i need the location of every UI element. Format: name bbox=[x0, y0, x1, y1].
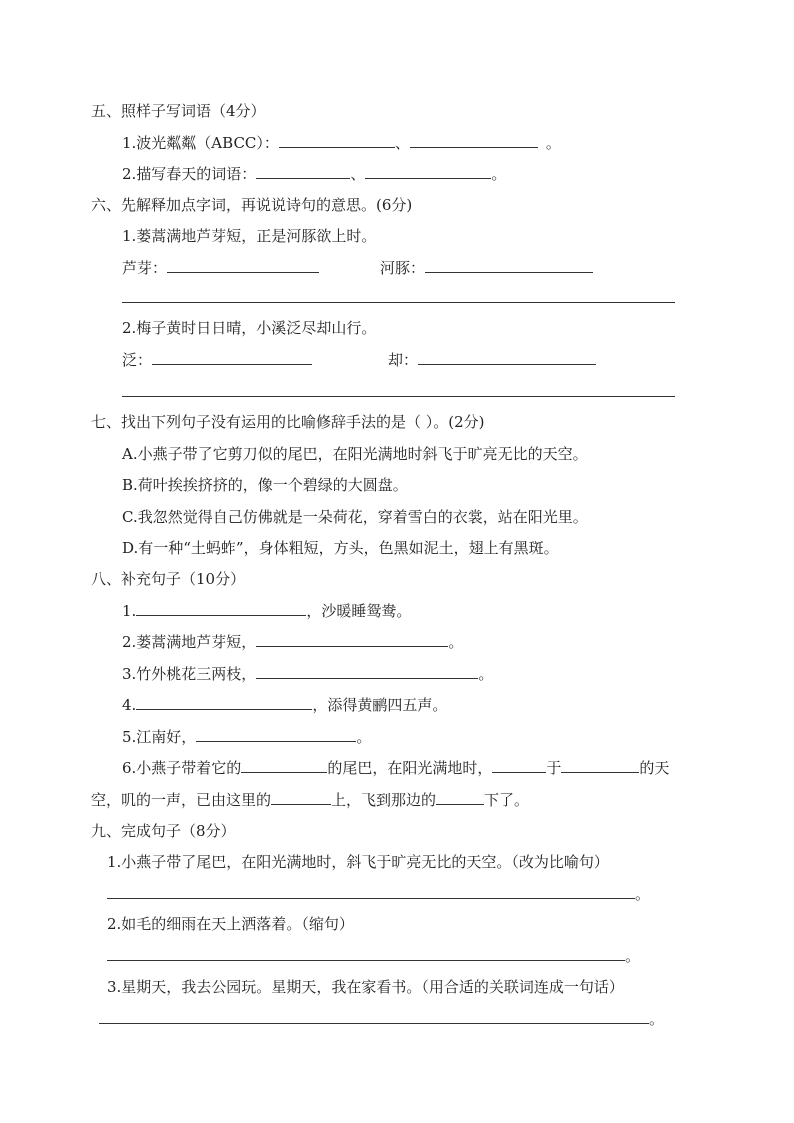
answer-line[interactable] bbox=[99, 1009, 649, 1024]
q-text: 的天 bbox=[639, 759, 670, 777]
separator: 、 bbox=[350, 165, 366, 183]
answer-blank[interactable] bbox=[136, 601, 306, 616]
s9-q1-answer bbox=[107, 884, 650, 904]
period: 。 bbox=[448, 633, 464, 651]
answer-line[interactable] bbox=[122, 302, 675, 303]
answer-blank[interactable] bbox=[279, 133, 395, 148]
poem-line-2: 2.梅子黄时日日晴，小溪泛尽却山行。 bbox=[122, 319, 377, 337]
s6-word-3 bbox=[122, 350, 312, 370]
word-label: 河豚： bbox=[380, 259, 426, 277]
s5-q1-text: 1.波光粼粼（ABCC）： bbox=[122, 134, 279, 152]
section-9-title: 九、完成句子（8分） bbox=[91, 822, 236, 840]
option-d: D.有一种“土蚂蚱”，身体粗短，方头，色黑如泥土，翅上有黑斑。 bbox=[122, 539, 559, 557]
answer-blank[interactable] bbox=[152, 350, 312, 365]
s8-q3 bbox=[122, 664, 493, 684]
s9-q2-answer bbox=[107, 946, 640, 966]
answer-line[interactable] bbox=[122, 396, 675, 397]
answer-blank[interactable] bbox=[241, 758, 327, 773]
q-text: ，沙暖睡鸳鸯。 bbox=[306, 602, 412, 620]
period: 。 bbox=[649, 1010, 665, 1028]
s9-q3: 3.星期天，我去公园玩。星期天，我在家看书。（用合适的关联词连成一句话） bbox=[107, 978, 624, 996]
answer-blank[interactable] bbox=[425, 258, 593, 273]
answer-blank[interactable] bbox=[256, 164, 350, 179]
s6-word-4 bbox=[388, 350, 596, 370]
q-text: ，添得黄鹂四五声。 bbox=[312, 696, 448, 714]
answer-blank[interactable] bbox=[196, 727, 356, 742]
word-label: 泛： bbox=[122, 351, 153, 369]
q-text: 空，叽的一声，已由这里的 bbox=[91, 791, 272, 809]
s8-q1 bbox=[122, 601, 411, 621]
q-number: 1. bbox=[122, 602, 137, 620]
answer-blank[interactable] bbox=[418, 350, 596, 365]
answer-blank[interactable] bbox=[256, 664, 478, 679]
q-text: 2.蒌蒿满地芦芽短， bbox=[122, 633, 257, 651]
period: 。 bbox=[625, 947, 641, 965]
s6-word-2 bbox=[380, 258, 593, 278]
section-5-title: 五、照样子写词语（4分） bbox=[91, 102, 266, 120]
answer-blank[interactable] bbox=[167, 258, 319, 273]
s8-q5 bbox=[122, 727, 371, 747]
period: 。 bbox=[545, 134, 561, 152]
option-a: A.小燕子带了它剪刀似的尾巴，在阳光满地时斜飞于旷亮无比的天空。 bbox=[122, 445, 588, 463]
s5-q2 bbox=[122, 164, 506, 184]
q-text: 的尾巴，在阳光满地时， bbox=[327, 759, 493, 777]
answer-blank[interactable] bbox=[256, 632, 448, 647]
separator: 、 bbox=[394, 134, 410, 152]
s6-word-1 bbox=[122, 258, 319, 278]
answer-blank[interactable] bbox=[410, 133, 538, 148]
answer-line[interactable] bbox=[107, 946, 625, 961]
period: 。 bbox=[635, 885, 651, 903]
period: 。 bbox=[478, 665, 494, 683]
period: 。 bbox=[491, 165, 507, 183]
q-text: 6.小燕子带着它的 bbox=[122, 759, 242, 777]
answer-blank[interactable] bbox=[365, 164, 491, 179]
option-c: C.我忽然觉得自己仿佛就是一朵荷花，穿着雪白的衣裳，站在阳光里。 bbox=[122, 508, 588, 526]
s5-q2-text: 2.描写春天的词语： bbox=[122, 165, 257, 183]
option-b: B.荷叶挨挨挤挤的，像一个碧绿的大圆盘。 bbox=[122, 476, 408, 494]
s8-q6-line1 bbox=[122, 758, 669, 778]
s8-q2 bbox=[122, 632, 463, 652]
section-7-title: 七、找出下列句子没有运用的比喻修辞手法的是（ ）。(2分) bbox=[91, 413, 485, 431]
answer-line[interactable] bbox=[107, 884, 635, 899]
s9-q3-answer bbox=[99, 1009, 664, 1029]
answer-blank[interactable] bbox=[136, 695, 312, 710]
q-number: 4. bbox=[122, 696, 137, 714]
q-text: 上，飞到那边的 bbox=[331, 791, 437, 809]
q-text: 于 bbox=[546, 759, 562, 777]
answer-blank[interactable] bbox=[271, 790, 331, 805]
s9-q1: 1.小燕子带了尾巴，在阳光满地时，斜飞于旷亮无比的天空。（改为比喻句） bbox=[107, 853, 609, 871]
poem-line-1: 1.蒌蒿满地芦芽短，正是河豚欲上时。 bbox=[122, 227, 377, 245]
word-label: 却： bbox=[388, 351, 419, 369]
answer-blank[interactable] bbox=[492, 758, 546, 773]
period: 。 bbox=[356, 728, 372, 746]
s8-q6-line2 bbox=[91, 790, 529, 810]
s8-q4 bbox=[122, 695, 447, 715]
answer-blank[interactable] bbox=[561, 758, 639, 773]
q-text: 5.江南好， bbox=[122, 728, 197, 746]
answer-blank[interactable] bbox=[436, 790, 484, 805]
q-text: 3.竹外桃花三两枝， bbox=[122, 665, 257, 683]
s9-q2: 2.如毛的细雨在天上洒落着。（缩句） bbox=[107, 915, 354, 933]
s5-q1 bbox=[122, 133, 561, 153]
q-text: 下了。 bbox=[484, 791, 530, 809]
section-8-title: 八、补充句子（10分） bbox=[91, 570, 246, 588]
word-label: 芦芽： bbox=[122, 259, 168, 277]
section-6-title: 六、先解释加点字词，再说说诗句的意思。(6分) bbox=[91, 196, 413, 214]
